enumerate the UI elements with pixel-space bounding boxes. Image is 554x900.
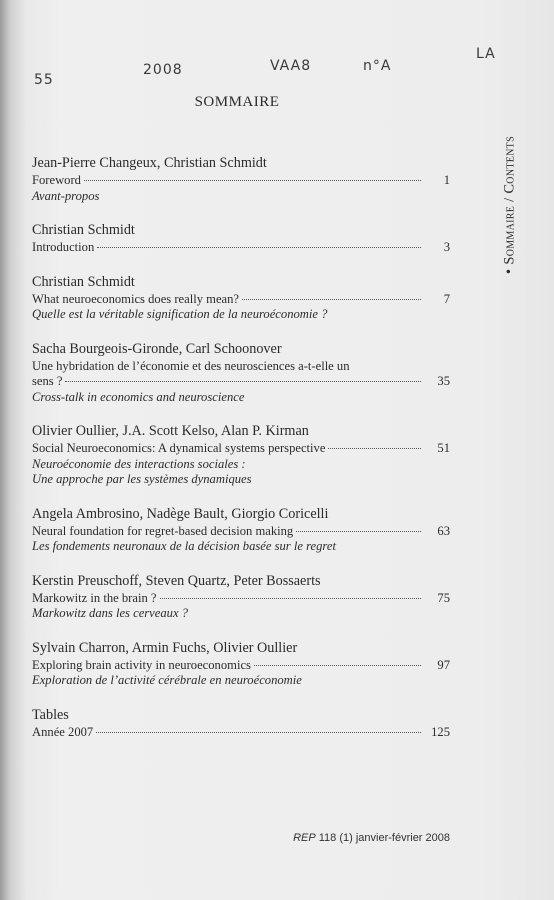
toc-entry: [32, 505, 450, 555]
entry-title-line: [32, 591, 450, 607]
handwritten-note: 2008: [143, 62, 183, 78]
entry-page: 75: [437, 590, 450, 605]
entry-french-title: Avant-propos: [32, 188, 100, 203]
entry-title: Année 2007: [32, 724, 94, 739]
page-footer: [258, 832, 450, 844]
entry-title-line: [32, 240, 450, 256]
toc-entry: [32, 572, 450, 622]
entry-section-heading: Tables: [32, 706, 69, 723]
entry-title: Social Neuroeconomics: A dynamical systems perspective: [32, 441, 326, 455]
entry-page: 1: [443, 173, 450, 187]
entry-french-title: Les fondements neuronaux de la décision basée sur le regret: [32, 539, 336, 553]
table-of-contents: [32, 154, 450, 757]
entry-title-first-line: Une hybridation de l’économie et des neurosciences a-t-elle un: [32, 358, 350, 373]
entry-french-title: Neuroéconomie des interactions sociales :: [32, 456, 246, 471]
entry-title: Neural foundation for regret-based decision making: [32, 523, 294, 538]
entry-page: 35: [437, 374, 450, 388]
handwritten-note: n°A: [363, 58, 392, 74]
journal-issue: 118 (1) janvier-février 2008: [318, 832, 450, 844]
entry-page: 7: [443, 291, 450, 306]
entry-page: 97: [437, 657, 450, 672]
dot-leader: [96, 732, 421, 733]
entry-french-title: Cross-talk in economics and neuroscience: [32, 389, 245, 404]
dot-leader: [65, 381, 421, 382]
entry-authors: Kerstin Preuschoff, Steven Quartz, Peter Bossaerts: [32, 572, 321, 589]
entry-title: Exploring brain activity in neuroeconomics: [32, 657, 251, 672]
page-title: SOMMAIRE: [194, 94, 280, 110]
entry-page: 63: [437, 523, 450, 538]
entry-french-title: Markowitz dans les cerveaux ?: [32, 606, 188, 620]
dot-leader: [84, 180, 421, 181]
dot-leader: [97, 247, 421, 248]
entry-title-line: [32, 725, 450, 741]
dot-leader: [160, 598, 422, 599]
toc-entry: [32, 273, 450, 323]
journal-name: REP: [293, 832, 316, 844]
entry-title-line: [32, 292, 450, 308]
side-running-title-text: • Sommaire / Contents: [501, 136, 518, 274]
handwritten-note: VAA8: [270, 58, 312, 74]
entry-french-title: Exploration de l’activité cérébrale en neuroéconomie: [32, 673, 302, 687]
toc-entry: [32, 340, 450, 406]
entry-authors: Christian Schmidt: [32, 222, 135, 238]
entry-title: sens ?: [32, 374, 63, 388]
entry-authors: Angela Ambrosino, Nadège Bault, Giorgio Coricelli: [32, 505, 329, 522]
dot-leader: [328, 448, 421, 449]
dot-leader: [254, 665, 421, 666]
entry-title-line: [32, 658, 450, 674]
entry-title: Foreword: [32, 173, 81, 187]
toc-entry: [32, 154, 450, 204]
handwritten-note: LA: [476, 46, 496, 62]
toc-entry: [32, 639, 450, 689]
entry-page: 51: [437, 441, 450, 455]
entry-authors: Sacha Bourgeois-Gironde, Carl Schoonover: [32, 340, 282, 357]
entry-title: Introduction: [32, 240, 95, 254]
entry-french-subtitle: Une approche par les systèmes dynamiques: [32, 472, 252, 486]
entry-page: 3: [443, 240, 450, 254]
entry-authors: Sylvain Charron, Armin Fuchs, Olivier Oullier: [32, 639, 298, 656]
entry-authors: Jean-Pierre Changeux, Christian Schmidt: [32, 155, 267, 171]
toc-entry: [32, 706, 450, 741]
toc-entry: [32, 422, 450, 488]
entry-title: What neuroeconomics does really mean?: [32, 291, 240, 306]
entry-title-line: [32, 374, 450, 390]
entry-title: Markowitz in the brain ?: [32, 590, 157, 605]
entry-page: 125: [431, 724, 450, 739]
entry-title-line: [32, 173, 450, 189]
entry-french-title: Quelle est la véritable signification de la neuroéconomie ?: [32, 307, 328, 321]
dot-leader: [242, 299, 421, 300]
dot-leader: [296, 531, 421, 532]
side-running-title: [495, 100, 525, 310]
entry-title-line: [32, 524, 450, 540]
toc-entry: [32, 221, 450, 256]
handwritten-note: 55: [34, 72, 54, 88]
entry-authors: Olivier Oullier, J.A. Scott Kelso, Alan P. Kirman: [32, 423, 309, 439]
entry-title-line: [32, 441, 450, 457]
entry-authors: Christian Schmidt: [32, 273, 135, 290]
